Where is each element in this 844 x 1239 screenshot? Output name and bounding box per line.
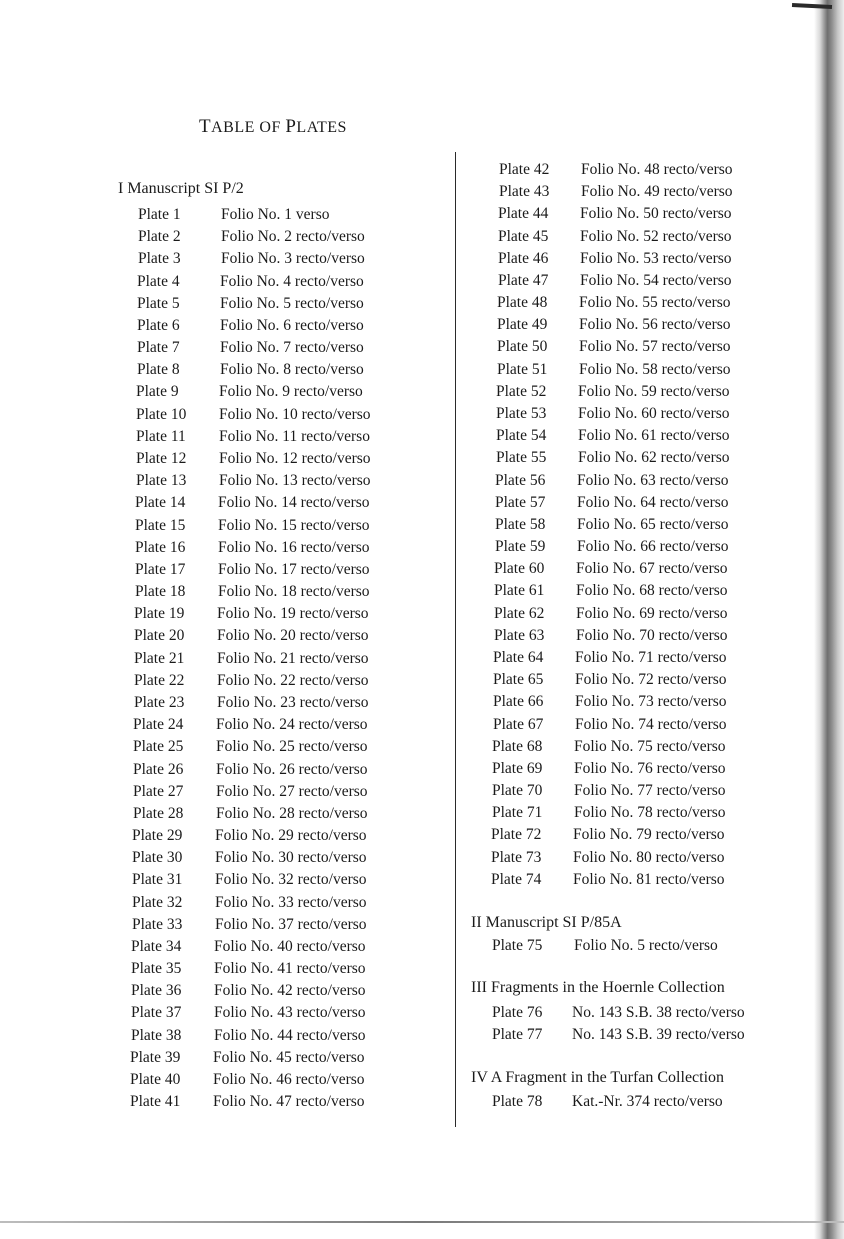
folio-label: Folio No. 15 recto/verso xyxy=(218,516,370,534)
folio-label: Folio No. 12 recto/verso xyxy=(219,449,371,467)
folio-label: Folio No. 52 recto/verso xyxy=(580,227,732,245)
folio-label: Folio No. 10 recto/verso xyxy=(219,405,371,423)
folio-label: Folio No. 68 recto/verso xyxy=(576,582,728,600)
folio-label: Folio No. 78 recto/verso xyxy=(574,804,726,822)
plate-label: Plate 48 xyxy=(497,294,548,312)
folio-label: Folio No. 74 recto/verso xyxy=(575,715,727,733)
folio-label: No. 143 S.B. 38 recto/verso xyxy=(572,1004,745,1021)
plate-label: Plate 5 xyxy=(137,294,180,312)
plate-label: Plate 71 xyxy=(492,804,543,822)
plate-label: Plate 47 xyxy=(498,271,549,289)
folio-label: Folio No. 4 recto/verso xyxy=(220,272,364,290)
plate-label: Plate 50 xyxy=(497,338,548,356)
plate-label: Plate 52 xyxy=(496,382,547,400)
folio-label: Folio No. 14 recto/verso xyxy=(218,494,370,512)
plate-label: Plate 20 xyxy=(134,627,185,645)
plate-label: Plate 45 xyxy=(498,227,549,245)
folio-label: Folio No. 29 recto/verso xyxy=(215,827,367,845)
plate-label: Plate 32 xyxy=(132,893,183,911)
folio-label: Folio No. 41 recto/verso xyxy=(214,960,366,978)
plate-label: Plate 67 xyxy=(493,715,544,733)
folio-label: Folio No. 16 recto/verso xyxy=(218,538,370,556)
folio-label: Folio No. 56 recto/verso xyxy=(579,316,731,334)
folio-label: Kat.-Nr. 374 recto/verso xyxy=(572,1093,723,1110)
folio-label: Folio No. 62 recto/verso xyxy=(578,449,730,467)
plate-label: Plate 22 xyxy=(134,671,185,689)
plate-label: Plate 18 xyxy=(135,583,186,601)
folio-label: Folio No. 32 recto/verso xyxy=(215,871,367,889)
folio-label: Folio No. 24 recto/verso xyxy=(216,716,368,734)
folio-label: Folio No. 61 recto/verso xyxy=(578,427,730,445)
folio-label: Folio No. 43 recto/verso xyxy=(214,1004,366,1022)
plate-label: Plate 49 xyxy=(497,316,548,334)
folio-label: Folio No. 1 verso xyxy=(221,206,330,223)
plate-label: Plate 24 xyxy=(133,716,184,734)
folio-label: Folio No. 60 recto/verso xyxy=(578,404,730,422)
folio-label: Folio No. 55 recto/verso xyxy=(579,294,731,312)
folio-label: Folio No. 76 recto/verso xyxy=(574,759,726,777)
folio-label: Folio No. 72 recto/verso xyxy=(575,671,727,689)
plate-label: Plate 9 xyxy=(136,383,179,401)
folio-label: Folio No. 33 recto/verso xyxy=(215,893,367,911)
plate-label: Plate 1 xyxy=(138,206,181,223)
plate-label: Plate 39 xyxy=(130,1048,181,1066)
folio-label: Folio No. 37 recto/verso xyxy=(215,915,367,933)
folio-label: Folio No. 77 recto/verso xyxy=(574,782,726,800)
folio-label: Folio No. 27 recto/verso xyxy=(216,782,368,800)
folio-label: Folio No. 69 recto/verso xyxy=(576,604,728,622)
section-heading: II Manuscript SI P/85A xyxy=(471,914,622,931)
folio-label: Folio No. 42 recto/verso xyxy=(214,982,366,1000)
plate-label: Plate 17 xyxy=(135,560,186,578)
folio-label: Folio No. 18 recto/verso xyxy=(218,583,370,601)
section-heading: III Fragments in the Hoernle Collection xyxy=(471,979,725,996)
folio-label: Folio No. 73 recto/verso xyxy=(575,693,727,711)
folio-label: Folio No. 53 recto/verso xyxy=(580,249,732,267)
book-spine-shadow xyxy=(814,0,844,1239)
plate-label: Plate 60 xyxy=(494,560,545,578)
plate-label: Plate 70 xyxy=(492,782,543,800)
plate-label: Plate 43 xyxy=(499,183,550,201)
folio-label: Folio No. 75 recto/verso xyxy=(574,737,726,755)
plate-label: Plate 57 xyxy=(495,493,546,511)
plate-label: Plate 42 xyxy=(499,161,550,178)
plate-label: Plate 56 xyxy=(495,471,546,489)
plate-label: Plate 78 xyxy=(492,1093,543,1110)
folio-label: Folio No. 57 recto/verso xyxy=(579,338,731,356)
plate-label: Plate 37 xyxy=(131,1004,182,1022)
plate-label: Plate 72 xyxy=(491,826,542,844)
folio-label: Folio No. 20 recto/verso xyxy=(217,627,369,645)
folio-label: Folio No. 50 recto/verso xyxy=(580,205,732,223)
plate-label: Plate 3 xyxy=(138,250,181,268)
plate-label: Plate 41 xyxy=(130,1093,181,1111)
folio-label: No. 143 S.B. 39 recto/verso xyxy=(572,1026,745,1043)
folio-label: Folio No. 44 recto/verso xyxy=(214,1026,366,1044)
plate-label: Plate 44 xyxy=(498,205,549,223)
folio-label: Folio No. 47 recto/verso xyxy=(213,1093,365,1111)
folio-label: Folio No. 59 recto/verso xyxy=(578,382,730,400)
folio-label: Folio No. 45 recto/verso xyxy=(213,1048,365,1066)
folio-label: Folio No. 66 recto/verso xyxy=(577,538,729,556)
plate-label: Plate 51 xyxy=(497,360,548,378)
plate-label: Plate 46 xyxy=(498,249,549,267)
folio-label: Folio No. 17 recto/verso xyxy=(218,560,370,578)
plate-label: Plate 27 xyxy=(133,782,184,800)
plate-label: Plate 11 xyxy=(136,427,186,445)
plate-label: Plate 29 xyxy=(132,827,183,845)
column-divider xyxy=(455,152,456,1127)
folio-label: Folio No. 7 recto/verso xyxy=(220,339,364,357)
plate-label: Plate 10 xyxy=(136,405,187,423)
plate-label: Plate 54 xyxy=(496,427,547,445)
folio-label: Folio No. 58 recto/verso xyxy=(579,360,731,378)
plate-label: Plate 77 xyxy=(492,1026,543,1043)
plate-label: Plate 31 xyxy=(132,871,183,889)
plate-label: Plate 73 xyxy=(491,848,542,866)
folio-label: Folio No. 71 recto/verso xyxy=(575,648,727,666)
plate-label: Plate 33 xyxy=(132,915,183,933)
plate-label: Plate 14 xyxy=(135,494,186,512)
folio-label: Folio No. 63 recto/verso xyxy=(577,471,729,489)
folio-label: Folio No. 30 recto/verso xyxy=(215,849,367,867)
plate-label: Plate 30 xyxy=(132,849,183,867)
folio-label: Folio No. 70 recto/verso xyxy=(576,626,728,644)
folio-label: Folio No. 19 recto/verso xyxy=(217,605,369,623)
plate-label: Plate 36 xyxy=(131,982,182,1000)
folio-label: Folio No. 26 recto/verso xyxy=(216,760,368,778)
page-bottom-edge xyxy=(0,1221,844,1223)
folio-label: Folio No. 65 recto/verso xyxy=(577,515,729,533)
plate-label: Plate 8 xyxy=(137,361,180,379)
folio-label: Folio No. 5 recto/verso xyxy=(574,937,718,954)
plate-label: Plate 15 xyxy=(135,516,186,534)
section-heading: I Manuscript SI P/2 xyxy=(118,180,244,197)
plate-label: Plate 74 xyxy=(491,870,542,888)
folio-label: Folio No. 11 recto/verso xyxy=(219,427,370,445)
plate-label: Plate 75 xyxy=(492,937,543,954)
folio-label: Folio No. 79 recto/verso xyxy=(573,826,725,844)
plate-label: Plate 76 xyxy=(492,1004,543,1021)
plate-label: Plate 23 xyxy=(134,693,185,711)
plate-label: Plate 38 xyxy=(131,1026,182,1044)
plate-label: Plate 16 xyxy=(135,538,186,556)
plate-label: Plate 59 xyxy=(495,538,546,556)
plate-label: Plate 55 xyxy=(496,449,547,467)
plate-label: Plate 64 xyxy=(493,648,544,666)
plate-label: Plate 35 xyxy=(131,960,182,978)
folio-label: Folio No. 80 recto/verso xyxy=(573,848,725,866)
plate-label: Plate 13 xyxy=(136,472,187,490)
folio-label: Folio No. 54 recto/verso xyxy=(580,271,732,289)
page-corner-mark xyxy=(792,3,832,9)
plate-label: Plate 68 xyxy=(492,737,543,755)
page-title: TABLE OF PLATES xyxy=(199,116,347,137)
folio-label: Folio No. 5 recto/verso xyxy=(220,294,364,312)
plate-label: Plate 2 xyxy=(138,228,181,246)
plate-label: Plate 19 xyxy=(134,605,185,623)
plate-label: Plate 26 xyxy=(133,760,184,778)
folio-label: Folio No. 28 recto/verso xyxy=(216,804,368,822)
folio-label: Folio No. 25 recto/verso xyxy=(216,738,368,756)
folio-label: Folio No. 2 recto/verso xyxy=(221,228,365,246)
plate-label: Plate 61 xyxy=(494,582,545,600)
folio-label: Folio No. 21 recto/verso xyxy=(217,649,369,667)
plate-label: Plate 34 xyxy=(131,937,182,955)
folio-label: Folio No. 6 recto/verso xyxy=(220,316,364,334)
folio-label: Folio No. 23 recto/verso xyxy=(217,693,369,711)
folio-label: Folio No. 22 recto/verso xyxy=(217,671,369,689)
folio-label: Folio No. 9 recto/verso xyxy=(219,383,363,401)
plate-label: Plate 4 xyxy=(137,272,180,290)
folio-label: Folio No. 13 recto/verso xyxy=(219,472,371,490)
folio-label: Folio No. 46 recto/verso xyxy=(213,1071,365,1089)
plate-label: Plate 65 xyxy=(493,671,544,689)
section-heading: IV A Fragment in the Turfan Collection xyxy=(471,1069,725,1086)
plate-label: Plate 21 xyxy=(134,649,185,667)
plate-label: Plate 53 xyxy=(496,404,547,422)
plate-label: Plate 25 xyxy=(133,738,184,756)
plate-label: Plate 58 xyxy=(495,515,546,533)
plate-label: Plate 28 xyxy=(133,804,184,822)
folio-label: Folio No. 64 recto/verso xyxy=(577,493,729,511)
folio-label: Folio No. 8 recto/verso xyxy=(220,361,364,379)
folio-label: Folio No. 48 recto/verso xyxy=(581,161,733,178)
plate-label: Plate 63 xyxy=(494,626,545,644)
folio-label: Folio No. 81 recto/verso xyxy=(573,870,725,888)
plate-label: Plate 69 xyxy=(492,759,543,777)
folio-label: Folio No. 49 recto/verso xyxy=(581,183,733,201)
plate-label: Plate 66 xyxy=(493,693,544,711)
plate-label: Plate 7 xyxy=(137,339,180,357)
plate-label: Plate 62 xyxy=(494,604,545,622)
plate-label: Plate 6 xyxy=(137,316,180,334)
plate-label: Plate 12 xyxy=(136,449,187,467)
folio-label: Folio No. 40 recto/verso xyxy=(214,937,366,955)
folio-label: Folio No. 67 recto/verso xyxy=(576,560,728,578)
folio-label: Folio No. 3 recto/verso xyxy=(221,250,365,268)
plate-label: Plate 40 xyxy=(130,1071,181,1089)
